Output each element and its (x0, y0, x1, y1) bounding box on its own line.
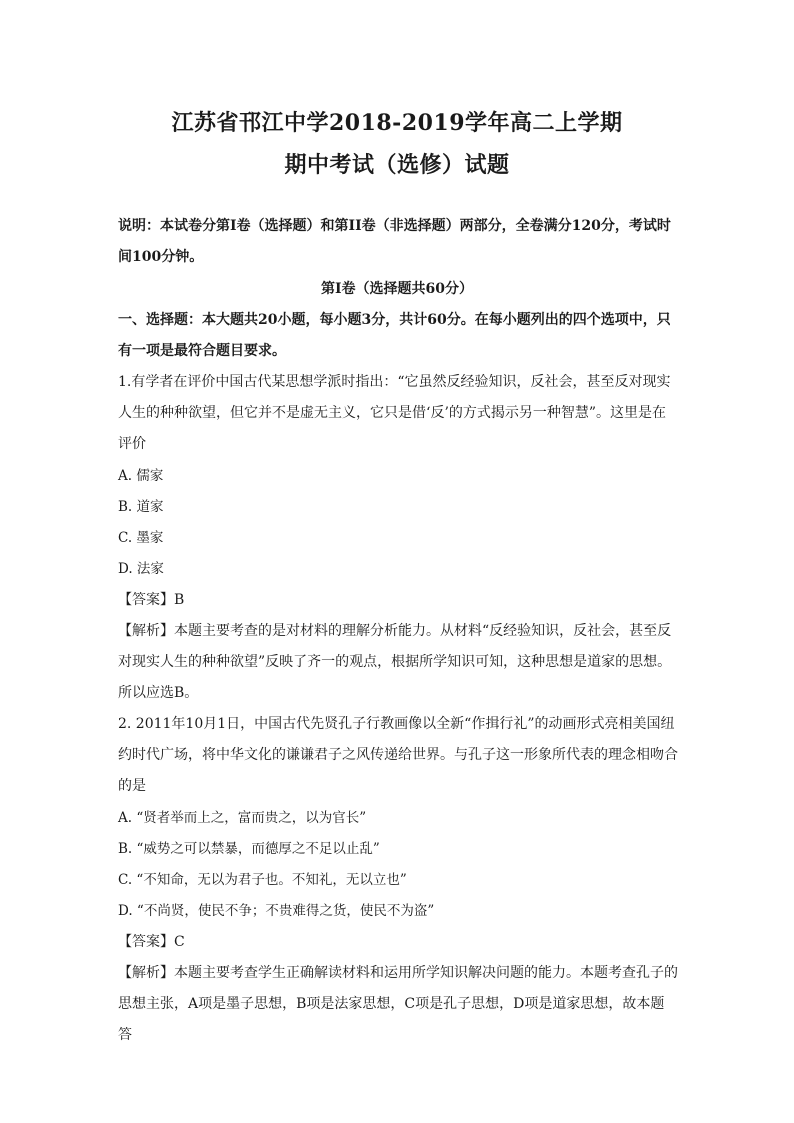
question-2-option-d: D. “不尚贤，使民不争；不贵难得之货，使民不为盗” (118, 903, 435, 919)
question-2-stem: 2. 2011年10月1日，中国古代先贤孔子行教画像以全新“作揖行礼”的动画形式亮相美国纽约时代广场，将中华文化的谦谦君子之风传递给世界。与孔子这一形象所代表的理念相吻合的是 (118, 716, 678, 794)
section-intro: 一、选择题：本大题共20小题，每小题3分，共计60分。在每小题列出的四个选项中，只有一项是最符合题目要求。 (118, 312, 671, 359)
question-2-option-b: B. “威势之可以禁暴，而德厚之不足以止乱” (118, 841, 380, 857)
question-1-option-a: A. 儒家 (118, 468, 164, 484)
question-1-analysis: 【解析】本题主要考查的是对材料的理解分析能力。从材料“反经验知识，反社会，甚至反对现实人生的种种欲望”反映了齐一的观点，根据所学知识可知，这种思想是道家的思想。所以应选B。 (118, 623, 672, 701)
question-2-option-a: A. “贤者举而上之，富而贵之，以为官长” (118, 810, 367, 826)
section-heading: 第Ⅰ卷（选择题共60分） (320, 281, 474, 297)
question-1-option-b: B. 道家 (118, 499, 164, 515)
document-title: 江苏省邗江中学2018-2019学年高二上学期 (171, 110, 623, 136)
question-1-answer: 【答案】B (118, 592, 185, 608)
question-1-option-d: D. 法家 (118, 561, 164, 577)
document-subtitle: 期中考试（选修）试题 (284, 152, 510, 178)
question-1-stem: 1.有学者在评价中国古代某思想学派时指出：“它虽然反经验知识，反社会，甚至反对现实人生的种种欲望，但它并不是虚无主义，它只是借‘反’的方式揭示另一种智慧”。这里是在评价 (118, 374, 671, 452)
question-1-option-c: C. 墨家 (118, 530, 164, 546)
question-2-analysis: 【解析】本题主要考查学生正确解读材料和运用所学知识解决问题的能力。本题考查孔子的思想主张，A项是墨子思想，B项是法家思想，C项是孔子思想，D项是道家思想，故本题答 (118, 965, 678, 1043)
question-2-option-c: C. “不知命，无以为君子也。不知礼，无以立也” (118, 872, 407, 888)
question-2-answer: 【答案】C (118, 934, 185, 950)
exam-instructions: 说明：本试卷分第Ⅰ卷（选择题）和第II卷（非选择题）两部分，全卷满分120分，考试时间100分钟。 (118, 218, 671, 265)
